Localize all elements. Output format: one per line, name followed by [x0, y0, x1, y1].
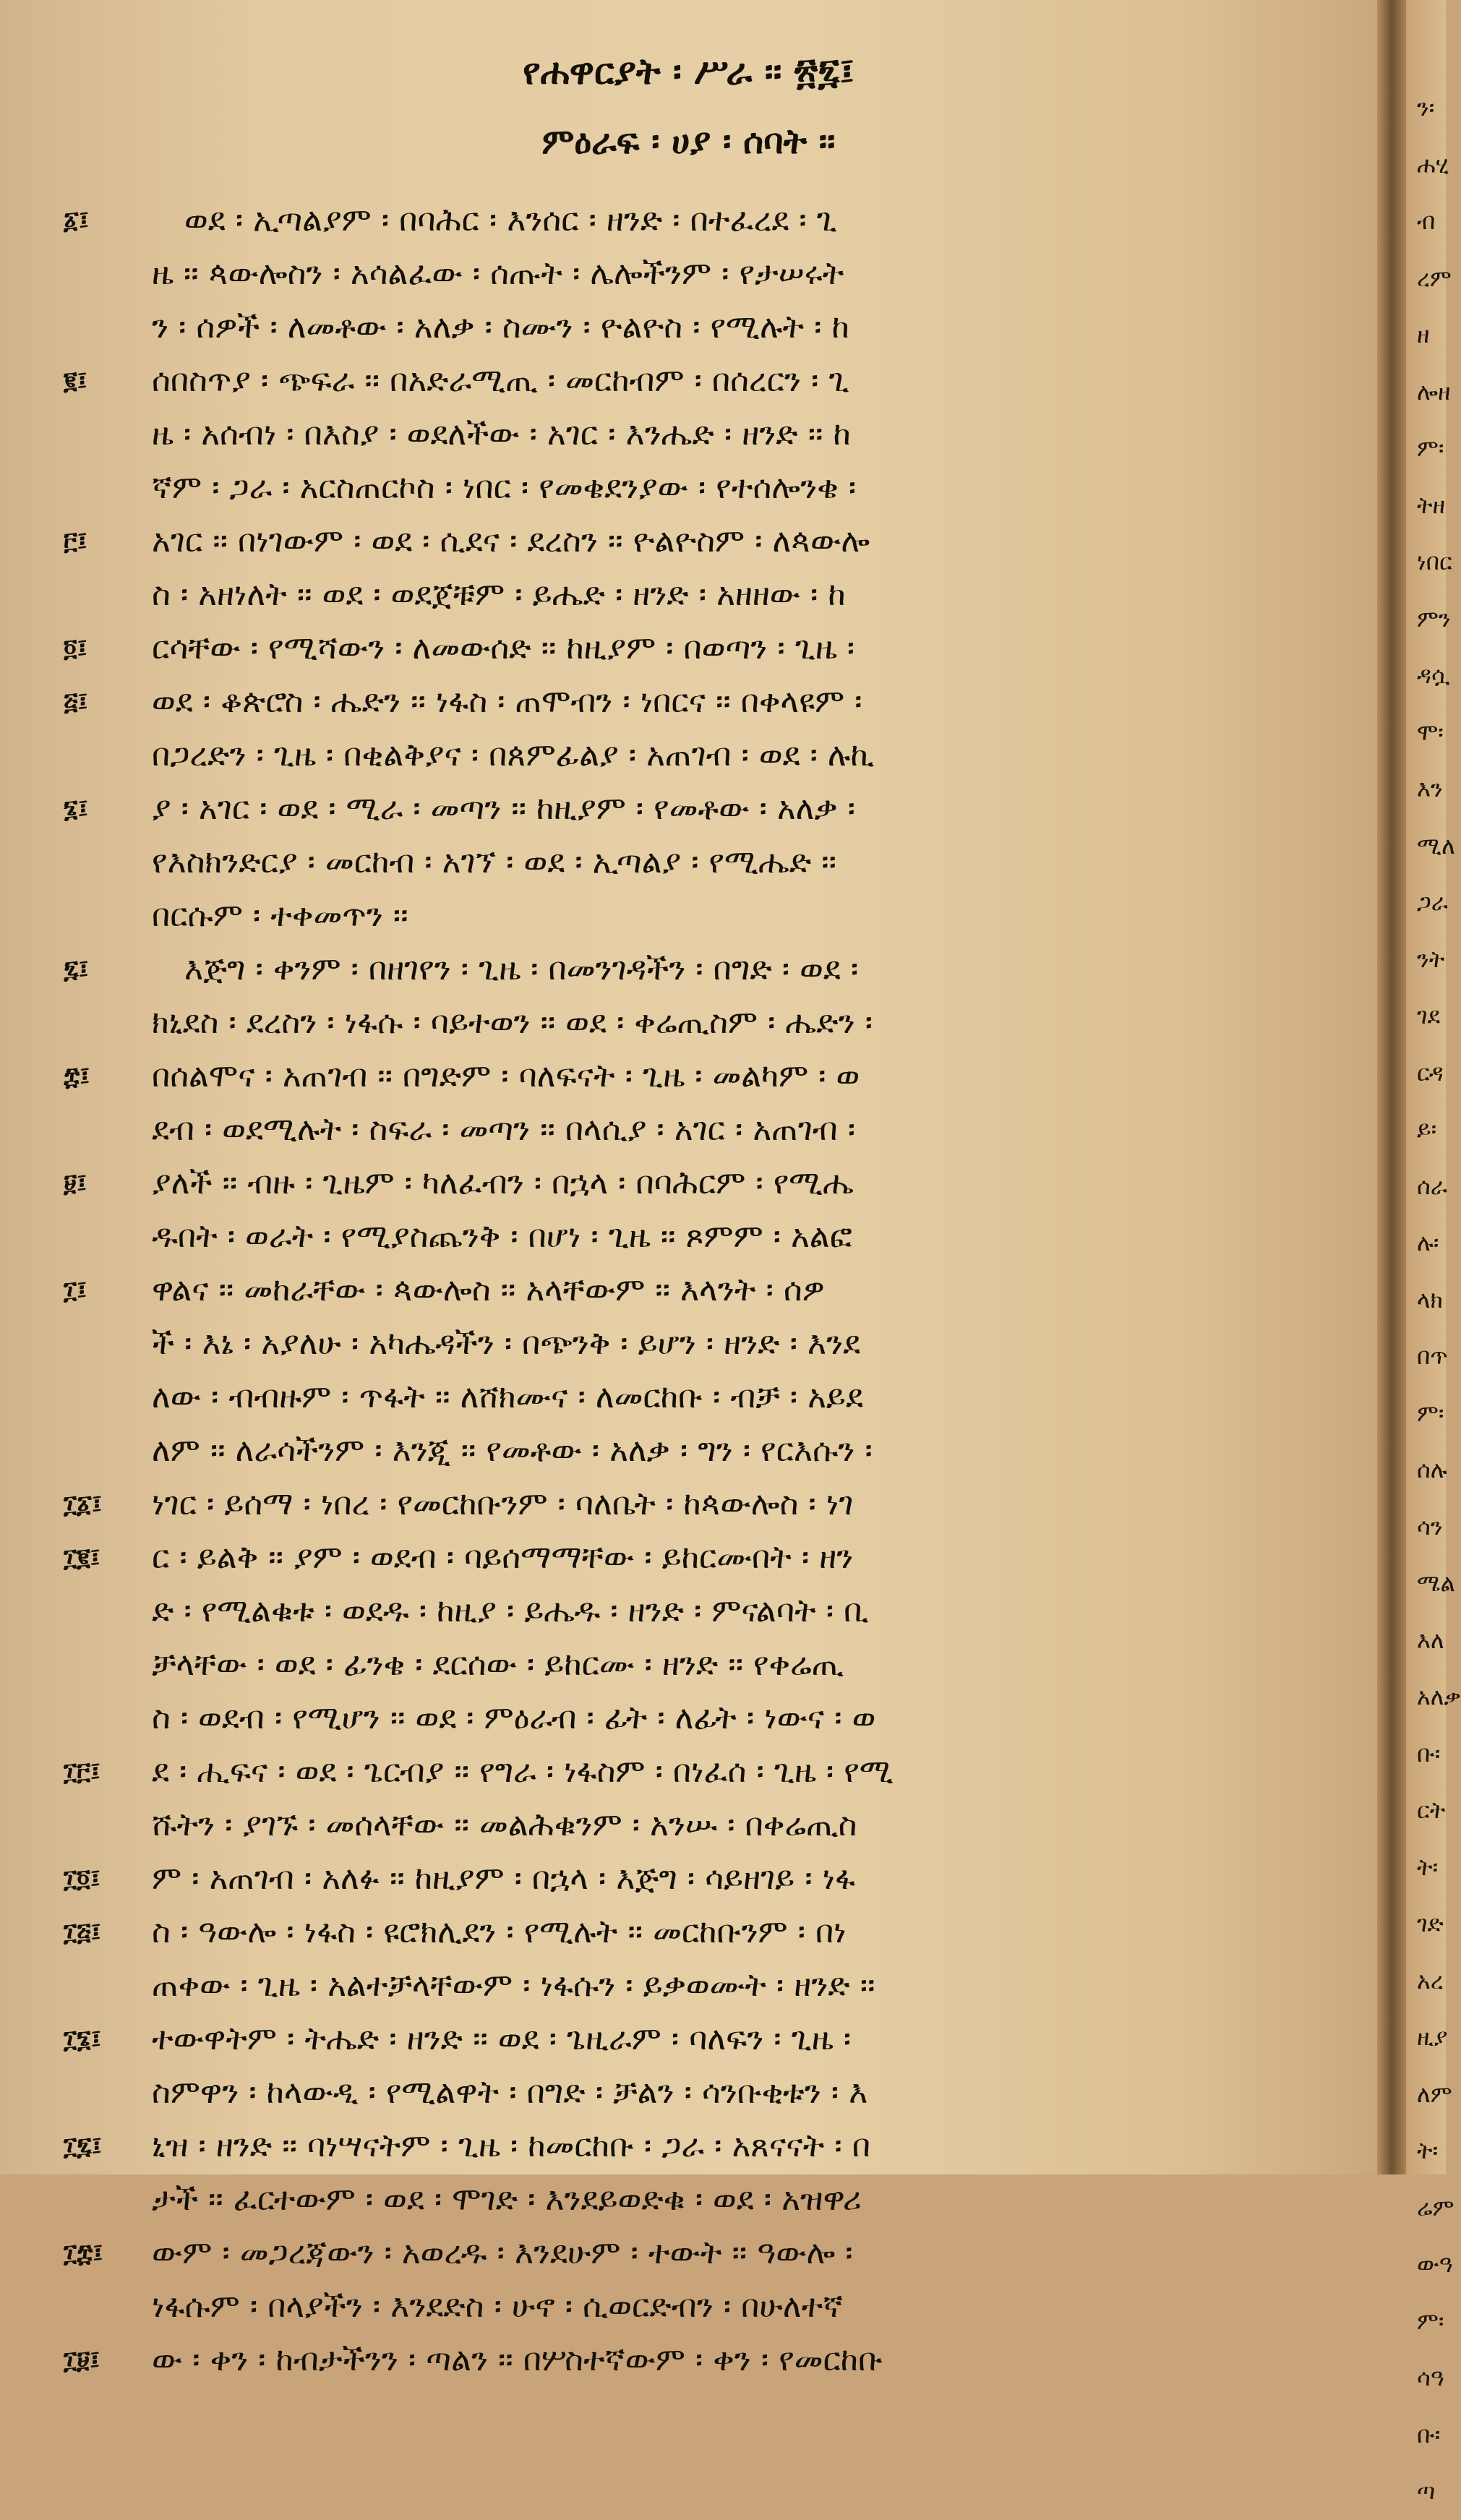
text-line: በርሱም ፡ ተቀመጥን ፡፡: [152, 897, 408, 934]
book-gutter: [1377, 0, 1406, 2174]
text-line: ሰበስጥያ ፡ ጭፍራ ፡፡ በአድራሚጢ ፡ መርከብም ፡ በሰረርን ፡ ጊ: [152, 362, 849, 399]
text-line: ስምዋን ፡ ከላውዲ ፡ የሚልዋት ፡ በግድ ፡ ቻልን ፡ ሳንቡቂቱን ፡ እ: [152, 2074, 868, 2111]
text-line: ውም ፡ መጋረጃውን ፡ አወረዱ ፡ እንደሁም ፡ ተውት ፡፡ ዓውሎ ፡: [152, 2234, 853, 2271]
facing-page-edge: [1406, 0, 1461, 2505]
facing-page-fragment: ሜል: [1417, 1569, 1455, 1597]
verse-number: ፲፱፤: [64, 2346, 100, 2375]
verse-number: ፭፤: [64, 687, 88, 716]
facing-page-fragment: ሳን: [1417, 1512, 1443, 1540]
facing-page-fragment: ሐሂ: [1417, 150, 1449, 179]
facing-page-fragment: ሞ፡: [1417, 718, 1444, 746]
verse-number: ፫፤: [64, 527, 87, 556]
verse-number: ፪፤: [64, 367, 87, 395]
text-line: ነገር ፡ ይሰማ ፡ ነበረ ፡ የመርከቡንም ፡ ባለቤት ፡ ከጳውሎስ ፡ ነገ: [152, 1486, 854, 1522]
text-line: ድ ፡ የሚልቁቱ ፡ ወደዱ ፡ ከዚያ ፡ ይሔዱ ፡ ዘንድ ፡ ምናልባት ፡ ቢ: [152, 1593, 869, 1629]
facing-page-fragment: ን፡: [1417, 94, 1435, 121]
facing-page-fragment: እለ: [1417, 1626, 1444, 1654]
text-line: ስ ፡ አዘነለት ፡፡ ወደ ፡ ወደጀቹም ፡ ይሔድ ፡ ዘንድ ፡ አዘዘው ፡ ከ: [152, 576, 846, 613]
facing-page-fragment: ርት: [1417, 1796, 1446, 1824]
facing-page-fragment: ሚለ: [1417, 831, 1455, 860]
facing-page-fragment: ሉ፡: [1417, 1229, 1439, 1256]
facing-page-fragment: ምን: [1417, 604, 1451, 633]
text-line: ስ ፡ ወደብ ፡ የሚሆን ፡፡ ወደ ፡ ምዕራብ ፡ ፊት ፡ ለፊት ፡ ነውና ፡ ወ: [152, 1700, 876, 1736]
facing-page-fragment: ሎዘ: [1417, 377, 1451, 406]
facing-page-fragment: ሰሉ: [1417, 1456, 1447, 1483]
verse-number: ፱፤: [64, 1169, 87, 1198]
verse-number: ፲፫፤: [64, 1757, 100, 1786]
text-line: ሹትን ፡ ያገኙ ፡ መሰላቸው ፡፡ መልሕቁንም ፡ አንሡ ፡ በቀሬጢስ: [152, 1807, 857, 1843]
facing-page-fragment: ት፡: [1417, 1853, 1439, 1881]
facing-page-fragment: ት፡: [1417, 2137, 1439, 2164]
text-line: ክኒደስ ፡ ደረስን ፡ ነፋሱ ፡ ባይተወን ፡፡ ወደ ፡ ቀሬጢስም ፡ ሔድን ፡: [152, 1004, 873, 1041]
facing-page-fragment: ለም: [1417, 2080, 1452, 2108]
facing-page-fragment: ይ፡: [1417, 1115, 1437, 1143]
text-line: ጠቀው ፡ ጊዜ ፡ አልተቻላቸውም ፡ ነፋሱን ፡ ይቃወሙት ፡ ዘንድ ፡፡: [152, 1967, 875, 2004]
facing-page-fragment: ዳሷ: [1417, 661, 1450, 689]
verse-number: ፲፤: [64, 1276, 87, 1305]
facing-page-fragment: አረ: [1417, 1966, 1444, 1994]
verse-number: ፲፪፤: [64, 1543, 100, 1572]
facing-page-fragment: ብ: [1417, 207, 1436, 235]
text-line: ዜ ፡፡ ጳውሎስን ፡ አሳልፈው ፡ ሰጡት ፡ ሌሎችንም ፡ የታሠሩት: [152, 255, 844, 292]
text-line: ዜ ፡ አሰብነ ፡ በእስያ ፡ ወደለችው ፡ አገር ፡ እንሔድ ፡ ዘንድ ፡፡ ከ: [152, 416, 851, 453]
facing-page-fragment: ም፡: [1417, 1399, 1444, 1427]
facing-page-fragment: ሰራ: [1417, 1172, 1447, 1200]
text-line: ን ፡ ሰዎች ፡ ለመቶው ፡ አለቃ ፡ ስሙን ፡ ዮልዮስ ፡ የሚሉት ፡ ከ: [152, 309, 849, 346]
text-line: ኒዝ ፡ ዘንድ ፡፡ ባነሣናትም ፡ ጊዜ ፡ ከመርከቡ ፡ ጋራ ፡ አጸናናት ፡ በ: [152, 2127, 870, 2164]
chapter-title: ምዕራፍ ፡ ሀያ ፡ ሰባት ፡፡: [541, 121, 836, 162]
text-line: ለው ፡ ብብዙም ፡ ጥፋት ፡፡ ለሸክሙና ፡ ለመርከቡ ፡ ብቻ ፡ አይደ: [152, 1379, 863, 1415]
text-line: ዱበት ፡ ወራት ፡ የሚያስጨንቅ ፡ በሆነ ፡ ጊዜ ፡፡ ጾምም ፡ አልፎ: [152, 1218, 852, 1255]
facing-page-fragment: ረም: [1417, 264, 1452, 292]
verse-number: ፲፮፤: [64, 2025, 101, 2054]
text-line: የእስክንድርያ ፡ መርከብ ፡ አገኘ ፡ ወደ ፡ ኢጣልያ ፡ የሚሔድ ፡፡: [152, 844, 837, 880]
facing-page-fragment: እን: [1417, 775, 1443, 802]
verse-number: ፯፤: [64, 955, 89, 984]
facing-page-fragment: ዘ: [1417, 321, 1430, 348]
text-line: ም ፡ አጠገብ ፡ አለፉ ፡፡ ከዚያም ፡ በኋላ ፡ እጅግ ፡ ሳይዘገይ ፡ ነፋ: [152, 1860, 856, 1897]
facing-page-fragment: ርዳ: [1417, 1058, 1444, 1087]
text-line: በሰልሞና ፡ አጠገብ ፡፡ በግድም ፡ ባለፍናት ፡ ጊዜ ፡ መልካም ፡ ወ: [152, 1058, 860, 1094]
text-line: ር ፡ ይልቅ ፡፡ ያም ፡ ወደብ ፡ ባይሰማማቸው ፡ ይከርሙበት ፡ ዘን: [152, 1539, 854, 1576]
text-line: ርሳቸው ፡ የሚሻውን ፡ ለመውሰድ ፡፡ ከዚያም ፡ በወጣን ፡ ጊዜ ፡: [152, 630, 855, 667]
text-line: ያ ፡ አገር ፡ ወደ ፡ ሚራ ፡ መጣን ፡፡ ከዚያም ፡ የመቶው ፡ አለቃ ፡: [152, 790, 855, 827]
text-line: ታች ፡፡ ፈርተውም ፡ ወደ ፡ ሞገድ ፡ እንደይወድቁ ፡ ወደ ፡ አዝዋሪ: [152, 2181, 862, 2218]
text-line: ያለች ፡፡ ብዙ ፡ ጊዜም ፡ ካለፈብን ፡ በኋላ ፡ በባሕርም ፡ የሚሔ: [152, 1165, 854, 1201]
verse-number: ፲፩፤: [64, 1490, 102, 1519]
text-line: ነፋሱም ፡ በላያችን ፡ እንደድስ ፡ ሁኖ ፡ ሲወርድብን ፡ በሁለተኛ: [152, 2288, 844, 2325]
verse-number: ፲፬፤: [64, 1864, 100, 1893]
verse-number: ፲፰፤: [64, 2239, 103, 2268]
text-line: ኛም ፡ ጋራ ፡ አርስጠርኮስ ፡ ነበር ፡ የመቄደንያው ፡ የተሰሎንቄ ፡: [152, 469, 857, 506]
verse-number: ፰፤: [64, 1062, 90, 1091]
facing-page-fragment: ቡ፡: [1417, 2420, 1441, 2448]
text-line: ተውዋትም ፡ ትሔድ ፡ ዘንድ ፡፡ ወደ ፡ ጌዚራም ፡ ባለፍን ፡ ጊዜ ፡: [152, 2020, 852, 2057]
verse-number: ፲፯፤: [64, 2132, 102, 2161]
verse-number: ፩፤: [64, 206, 89, 235]
facing-page-fragment: ሬም: [1417, 2193, 1454, 2221]
text-line: ለም ፡፡ ለራሳችንም ፡ እንጂ ፡፡ የመቶው ፡ አለቃ ፡ ግን ፡ የርእሱን ፡: [152, 1432, 873, 1469]
facing-page-fragment: ነበር: [1417, 548, 1452, 575]
facing-page-fragment: ገደ: [1417, 1002, 1441, 1029]
facing-page-fragment: ሳዓ: [1417, 2364, 1444, 2391]
verse-number: ፬፤: [64, 634, 87, 663]
text-line: ወደ ፡ ኢጣልያም ፡ በባሕር ፡ እንሰር ፡ ዘንድ ፡ በተፈረደ ፡ ጊ: [184, 202, 837, 239]
text-line: ዋልና ፡፡ መከራቸው ፡ ጳውሎስ ፡፡ አላቸውም ፡፡ እላንት ፡ ሰዎ: [152, 1272, 825, 1308]
facing-page-fragment: ቡ፡: [1417, 1739, 1441, 1767]
facing-page-fragment: አለቃ: [1417, 1683, 1461, 1710]
text-line: ደ ፡ ሒፍና ፡ ወደ ፡ ጌርብያ ፡፡ የግራ ፡ ነፋስም ፡ በነፈሰ ፡ ጊዜ ፡ የሚ: [152, 1753, 894, 1790]
facing-page-fragment: ጣ: [1417, 2477, 1436, 2505]
facing-page-fragment: ጋራ: [1417, 888, 1448, 916]
text-line: እጅግ ፡ ቀንም ፡ በዘገየን ፡ ጊዜ ፡ በመንገዳችን ፡ በግድ ፡ ወደ ፡: [184, 951, 859, 987]
facing-page-fragment: ንት: [1417, 945, 1445, 973]
facing-page-fragment: ም፡: [1417, 2307, 1444, 2335]
facing-page-fragment: በጥ: [1417, 1342, 1448, 1370]
facing-page-fragment: ትዘ: [1417, 491, 1446, 519]
text-line: ወደ ፡ ቆጵሮስ ፡ ሔድን ፡፡ ነፋስ ፡ ጠሞብን ፡ ነበርና ፡፡ በቀላዩም ፡: [152, 683, 862, 720]
facing-page-fragment: ላክ: [1417, 1285, 1443, 1313]
facing-page-fragment: ዚያ: [1417, 2023, 1448, 2051]
verse-number: ፲፭፤: [64, 1918, 101, 1947]
text-line: አገር ፡፡ በነገውም ፡ ወደ ፡ ሲደና ፡ ደረስን ፡፡ ዮልዮስም ፡ ለጳውሎ: [152, 523, 870, 560]
running-head: የሐዋርያት ፡ ሥራ ፡፡ ፳፯፤: [523, 51, 854, 93]
verse-number: ፮፤: [64, 794, 88, 823]
text-line: በጋረድን ፡ ጊዜ ፡ በቂልቅያና ፡ በጰምፊልያ ፡ አጠገብ ፡ ወደ ፡ ሉኪ: [152, 737, 875, 773]
text-line: ስ ፡ ዓውሎ ፡ ነፋስ ፡ ዩሮክሊደን ፡ የሚሉት ፡፡ መርከቡንም ፡ በነ: [152, 1913, 847, 1950]
body-text: [152, 194, 1265, 2387]
text-line: ቻላቸው ፡ ወደ ፡ ፊንቄ ፡ ደርሰው ፡ ይከርሙ ፡ ዘንድ ፡፡ የቀሬጢ: [152, 1646, 844, 1683]
facing-page-fragment: ውዓ: [1417, 2250, 1453, 2278]
text-line: ው ፡ ቀን ፡ ከብታችንን ፡ ጣልን ፡፡ በሦስተኛውም ፡ ቀን ፡ የመርከቡ: [152, 2341, 883, 2378]
text-line: ደብ ፡ ወደሚሉት ፡ ስፍራ ፡ መጣን ፡፡ በላሲያ ፡ አገር ፡ አጠገብ ፡: [152, 1111, 856, 1148]
text-line: ች ፡ እኔ ፡ አያለሁ ፡ አካሔዳችን ፡ በጭንቅ ፡ ይሆን ፡ ዘንድ ፡ እንደ: [152, 1325, 861, 1362]
facing-page-fragment: ገድ: [1417, 1910, 1444, 1937]
facing-page-fragment: ም፡: [1417, 434, 1444, 462]
